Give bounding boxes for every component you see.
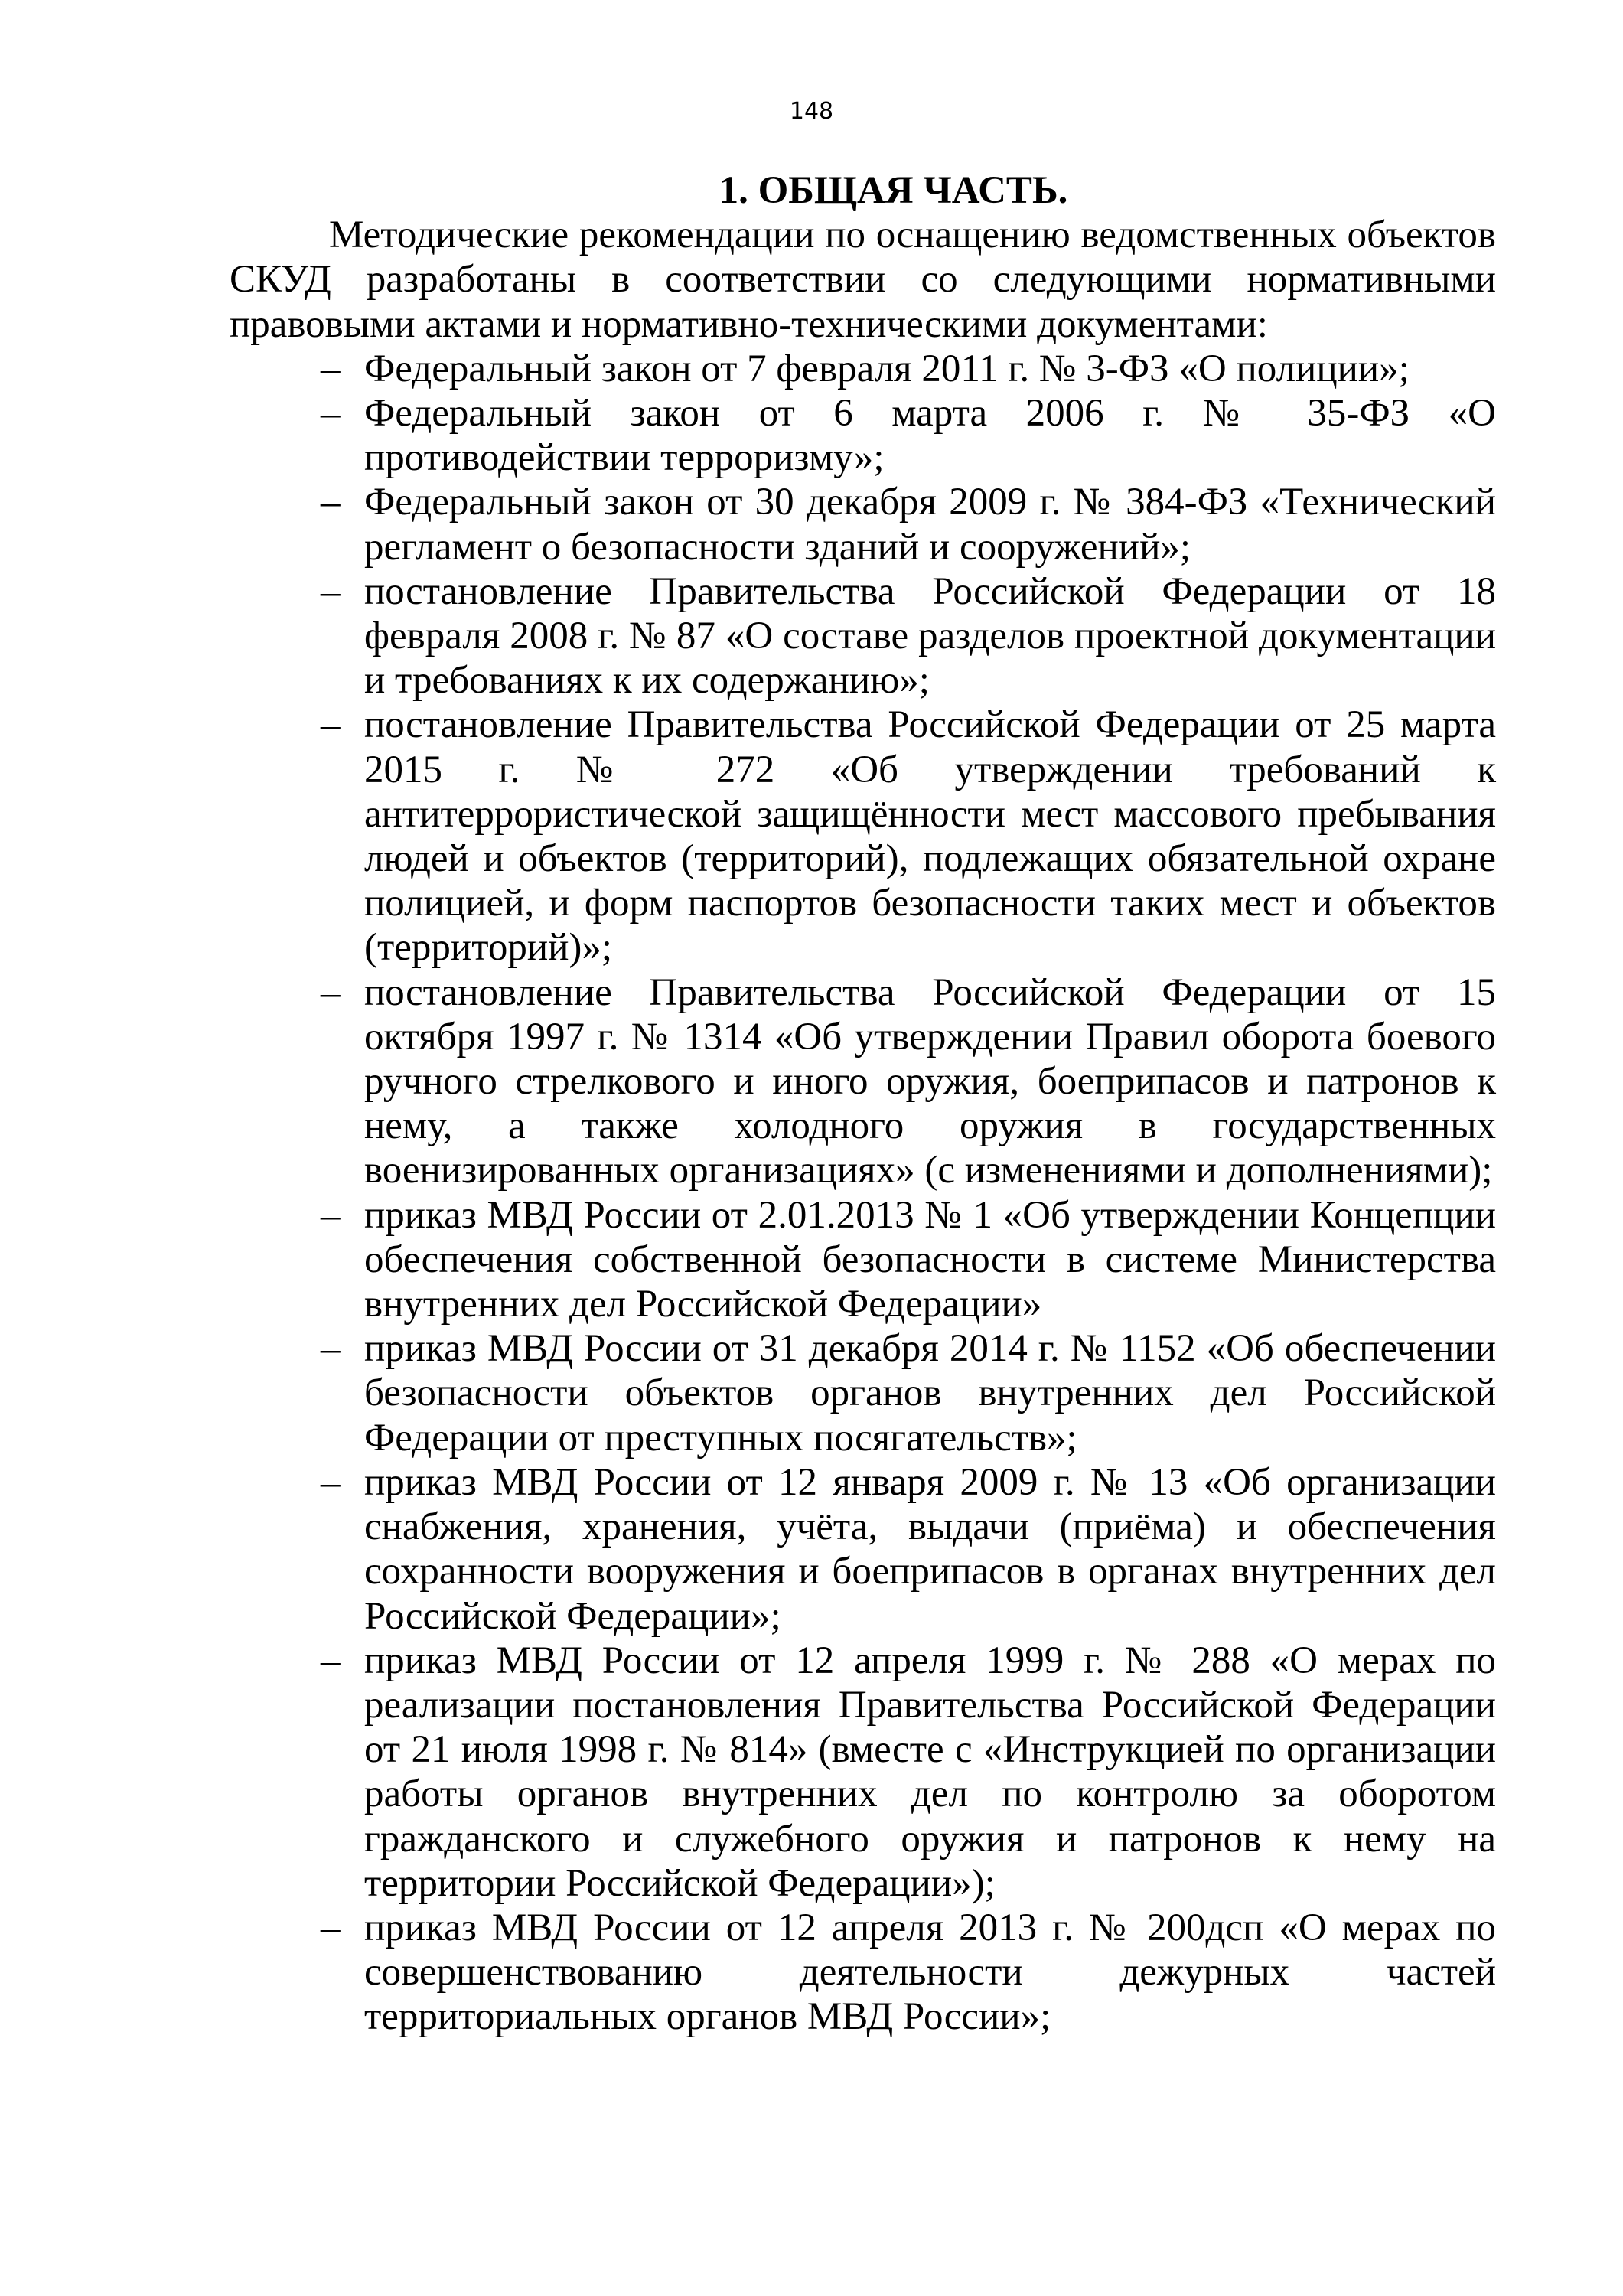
list-item xyxy=(321,970,1496,1193)
list-item xyxy=(321,1326,1496,1460)
dash-bullet: – xyxy=(321,703,341,747)
list-item-text: постановление Правительства Российской Федерации от 18 февраля 2008 г. № 87 «О составе разделов проектной документации и требованиях к их содержанию»; xyxy=(364,569,1496,703)
list-item xyxy=(321,569,1496,703)
list-item xyxy=(321,1906,1496,2040)
list-item-text: Федеральный закон от 6 марта 2006 г. № 35-ФЗ «О противодействии терроризму»; xyxy=(364,392,1496,480)
dash-bullet: – xyxy=(321,1906,341,1949)
list-item-text: приказ МВД России от 12 апреля 2013 г. № 200дсп «О мерах по совершенствованию деятельности дежурных частей территориальных органов МВД России»; xyxy=(364,1906,1496,2039)
dash-bullet: – xyxy=(321,481,341,524)
section-heading: 1. ОБЩАЯ ЧАСТЬ. xyxy=(719,169,1068,212)
dash-bullet: – xyxy=(321,392,341,435)
list-item-text: приказ МВД России от 12 января 2009 г. № 13 «Об организации снабжения, хранения, учёта, выдачи (приёма) и обеспечения сохранности вооружения и боеприпасов в органах внутренних дел Российской Федерации»; xyxy=(364,1460,1496,1638)
dash-bullet: – xyxy=(321,569,341,613)
list-item xyxy=(321,391,1496,480)
list-item xyxy=(321,703,1496,970)
list-item-text: приказ МВД России от 31 декабря 2014 г. № 1152 «Об обеспечении безопасности объектов органов внутренних дел Российской Федерации от преступных посягательств»; xyxy=(364,1327,1496,1459)
list-item xyxy=(321,480,1496,569)
list-item-text: Федеральный закон от 7 февраля 2011 г. № 3-ФЗ «О полиции»; xyxy=(364,347,1410,390)
dash-bullet: – xyxy=(321,1193,341,1237)
page-number: 148 xyxy=(789,98,834,125)
list-item xyxy=(321,347,1496,391)
list-item-text: постановление Правительства Российской Федерации от 25 марта 2015 г. № 272 «Об утверждении требований к антитеррористической защищённости мест массового пребывания людей и объектов (территорий), подлежащих обязательной охране полицией, и форм паспортов безопасности таких мест и объектов (территорий)»; xyxy=(364,703,1496,970)
intro-paragraph: Методические рекомендации по оснащению ведомственных объектов СКУД разработаны в соответствии со следующими нормативными правовыми актами и нормативно-техническими документами: xyxy=(230,214,1496,346)
list-item-text: приказ МВД России от 12 апреля 1999 г. № 288 «О мерах по реализации постановления Правительства Российской Федерации от 21 июля 1998 г. № 814» (вместе с «Инструкцией по организации работы органов внутренних дел по контролю за оборотом гражданского и служебного оружия и патронов к нему на территории Российской Федерации»); xyxy=(364,1639,1496,1905)
dash-bullet: – xyxy=(321,970,341,1014)
dash-bullet: – xyxy=(321,1639,341,1682)
dash-bullet: – xyxy=(321,347,341,390)
list-item xyxy=(321,1460,1496,1639)
list-item-text: Федеральный закон от 30 декабря 2009 г. № 384-ФЗ «Технический регламент о безопасности зданий и сооружений»; xyxy=(364,481,1496,569)
regulatory-acts-list xyxy=(230,347,1496,2040)
list-item xyxy=(321,1639,1496,1906)
document-body xyxy=(230,168,1496,2040)
list-item xyxy=(321,1193,1496,1327)
dash-bullet: – xyxy=(321,1460,341,1504)
list-item-text: приказ МВД России от 2.01.2013 № 1 «Об утверждении Концепции обеспечения собственной безопасности в системе Министерства внутренних дел Российской Федерации» xyxy=(364,1193,1496,1326)
dash-bullet: – xyxy=(321,1327,341,1371)
list-item-text: постановление Правительства Российской Федерации от 15 октября 1997 г. № 1314 «Об утверждении Правил оборота боевого ручного стрелкового и иного оружия, боеприпасов и патронов к нему, а также холодного оружия в государственных военизированных организациях» (с изменениями и дополнениями); xyxy=(364,970,1496,1192)
